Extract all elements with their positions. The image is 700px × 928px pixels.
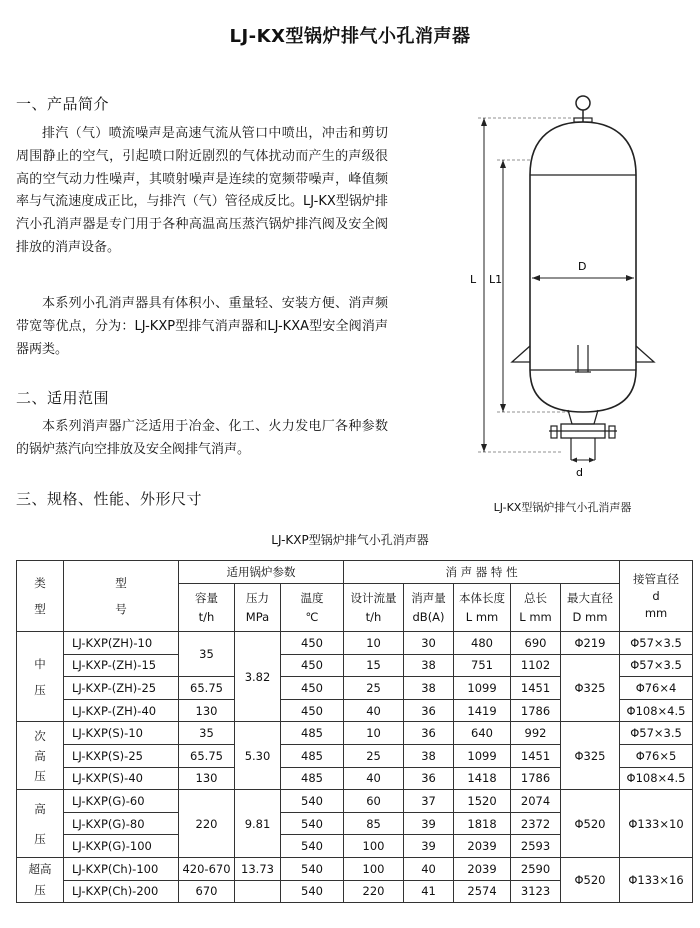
table-row (17, 722, 693, 745)
table-cell: 485 (281, 722, 344, 745)
table-cell: 1451 (511, 744, 561, 767)
label-L: L (470, 273, 477, 286)
table-cell: 2590 (511, 857, 561, 880)
header-pipe-diameter: 接管直径 d mm (620, 561, 693, 632)
table-cell: 1786 (511, 767, 561, 790)
table-cell: LJ-KXP(G)-60 (64, 790, 179, 813)
header-total-length: 总长 L mm (511, 584, 561, 632)
table-cell: Φ108×4.5 (620, 699, 693, 722)
table-cell: LJ-KXP(ZH)-10 (64, 632, 179, 655)
header-type: 类 型 (17, 561, 64, 632)
table-cell: 450 (281, 632, 344, 655)
table-cell: 751 (454, 654, 511, 677)
muffler-diagram (450, 90, 690, 490)
section-heading-specs: 三、规格、性能、外形尺寸 (16, 490, 203, 508)
table-cell: 38 (404, 677, 454, 700)
table-cell: Φ325 (561, 654, 620, 722)
table-cell: 1418 (454, 767, 511, 790)
header-flow: 设计流量 t/h (344, 584, 404, 632)
table-cell: 41 (404, 880, 454, 903)
table-cell (235, 880, 281, 903)
type-cell: 高 压 (17, 790, 64, 858)
table-cell: Φ520 (561, 790, 620, 858)
table-cell: 35 (179, 722, 235, 745)
diagram-caption: LJ-KX型锅炉排气小孔消声器 (493, 501, 632, 514)
table-cell: 30 (404, 632, 454, 655)
table-cell: LJ-KXP-(ZH)-15 (64, 654, 179, 677)
table-cell: 450 (281, 699, 344, 722)
label-D: D (578, 260, 587, 273)
table-cell: 992 (511, 722, 561, 745)
table-cell: 130 (179, 699, 235, 722)
table-cell: 15 (344, 654, 404, 677)
type-cell: 次 高 压 (17, 722, 64, 790)
table-row (17, 857, 693, 880)
table-cell: 485 (281, 744, 344, 767)
section-heading-scope: 二、适用范围 (16, 389, 110, 407)
table-cell: 60 (344, 790, 404, 813)
table-cell: 36 (404, 767, 454, 790)
table-cell: 670 (179, 880, 235, 903)
table-cell: 1099 (454, 744, 511, 767)
table-cell: 25 (344, 744, 404, 767)
table-cell: Φ76×4 (620, 677, 693, 700)
table-row (17, 632, 693, 655)
table-cell: 220 (179, 790, 235, 858)
intro-paragraph-1: 排汽（气）喷流噪声是高速气流从管口中喷出，冲击和剪切周围静止的空气，引起喷口附近剧烈的气体扰动而产生的声级很高的空气动力性噪声，其喷射噪声是连续的宽频带噪声，峰值频率与气流速度成正比，与排汽（气）管径成反比。LJ-KX型锅炉排汽小孔消声器是专门用于各种高温高压蒸汽锅炉排汽阀及安全阀排放的消声设备。 (16, 126, 388, 255)
header-capacity: 容量 t/h (179, 584, 235, 632)
table-cell: 2039 (454, 835, 511, 858)
table-cell: 10 (344, 632, 404, 655)
table-cell: 450 (281, 654, 344, 677)
table-cell: 485 (281, 767, 344, 790)
table-cell: 85 (344, 812, 404, 835)
table-cell: Φ219 (561, 632, 620, 655)
table-cell: 2039 (454, 857, 511, 880)
type-cell: 超高 压 (17, 857, 64, 902)
table-cell: 65.75 (179, 744, 235, 767)
table-cell: 540 (281, 880, 344, 903)
table-cell: 1786 (511, 699, 561, 722)
table-cell: 2372 (511, 812, 561, 835)
table-cell: LJ-KXP-(ZH)-25 (64, 677, 179, 700)
table-cell: 38 (404, 654, 454, 677)
table-cell: 540 (281, 790, 344, 813)
table-cell: LJ-KXP(Ch)-100 (64, 857, 179, 880)
section-heading-intro: 一、产品简介 (16, 95, 110, 113)
intro-paragraph-2: 本系列小孔消声器具有体积小、重量轻、安装方便、消声频带宽等优点，分为：LJ-KXP型排气消声器和LJ-KXA型安全阀消声器两类。 (16, 296, 388, 357)
table-cell: 540 (281, 857, 344, 880)
table-cell: Φ520 (561, 857, 620, 902)
header-model: 型 号 (64, 561, 179, 632)
table-cell: 39 (404, 835, 454, 858)
table-cell: 40 (344, 767, 404, 790)
table-cell: 5.30 (235, 722, 281, 790)
table-cell: 420-670 (179, 857, 235, 880)
table-cell: 2593 (511, 835, 561, 858)
table-cell: 40 (404, 857, 454, 880)
header-noise: 消声量 dB(A) (404, 584, 454, 632)
table-cell: 40 (344, 699, 404, 722)
table-cell: 540 (281, 835, 344, 858)
table-cell: 65.75 (179, 677, 235, 700)
header-muffler-specs: 消 声 器 特 性 (344, 561, 620, 584)
table-cell: 2074 (511, 790, 561, 813)
type-cell: 中 压 (17, 632, 64, 722)
table-cell: 640 (454, 722, 511, 745)
table-row (17, 654, 693, 677)
table-cell: Φ57×3.5 (620, 632, 693, 655)
table-cell: 36 (404, 722, 454, 745)
table-cell: 10 (344, 722, 404, 745)
table-cell: 1419 (454, 699, 511, 722)
table-cell: 3.82 (235, 632, 281, 722)
table-cell: Φ57×3.5 (620, 654, 693, 677)
header-pressure: 压力 MPa (235, 584, 281, 632)
table-cell: 35 (179, 632, 235, 677)
label-d: d (576, 466, 583, 479)
table-cell: 37 (404, 790, 454, 813)
header-temperature: 温度 ℃ (281, 584, 344, 632)
table-cell: 9.81 (235, 790, 281, 858)
table-cell: LJ-KXP-(ZH)-40 (64, 699, 179, 722)
table-cell: 450 (281, 677, 344, 700)
table-cell: 25 (344, 677, 404, 700)
table-cell: 130 (179, 767, 235, 790)
table-caption: LJ-KXP型锅炉排气小孔消声器 (271, 533, 429, 547)
header-body-length: 本体长度 L mm (454, 584, 511, 632)
table-cell: 3123 (511, 880, 561, 903)
table-cell: 1099 (454, 677, 511, 700)
scope-paragraph: 本系列消声器广泛适用于冶金、化工、火力发电厂各种参数的锅炉蒸汽向空排放及安全阀排气消声。 (16, 419, 388, 457)
table-cell: Φ133×10 (620, 790, 693, 858)
table-cell: LJ-KXP(G)-80 (64, 812, 179, 835)
table-cell: LJ-KXP(S)-10 (64, 722, 179, 745)
table-cell: Φ57×3.5 (620, 722, 693, 745)
table-cell: 690 (511, 632, 561, 655)
header-max-diameter: 最大直径 D mm (561, 584, 620, 632)
table-cell: 13.73 (235, 857, 281, 880)
table-cell: LJ-KXP(Ch)-200 (64, 880, 179, 903)
table-cell: Φ325 (561, 722, 620, 790)
table-cell: LJ-KXP(S)-25 (64, 744, 179, 767)
table-cell: 540 (281, 812, 344, 835)
table-cell: Φ133×16 (620, 857, 693, 902)
label-L1: L1 (489, 273, 503, 286)
table-cell: 100 (344, 857, 404, 880)
table-cell: 1818 (454, 812, 511, 835)
table-cell: 38 (404, 744, 454, 767)
table-cell: 36 (404, 699, 454, 722)
spec-table (16, 560, 693, 903)
table-cell: 1520 (454, 790, 511, 813)
table-cell: LJ-KXP(G)-100 (64, 835, 179, 858)
table-cell: 100 (344, 835, 404, 858)
table-row (17, 790, 693, 813)
table-cell: Φ76×5 (620, 744, 693, 767)
table-cell: 2574 (454, 880, 511, 903)
table-cell: 480 (454, 632, 511, 655)
table-cell: LJ-KXP(S)-40 (64, 767, 179, 790)
table-cell: 1102 (511, 654, 561, 677)
table-cell: Φ108×4.5 (620, 767, 693, 790)
table-cell: 1451 (511, 677, 561, 700)
page-title: LJ-KX型锅炉排气小孔消声器 (229, 26, 471, 47)
header-boiler-params: 适用锅炉参数 (179, 561, 344, 584)
table-cell: 39 (404, 812, 454, 835)
table-cell: 220 (344, 880, 404, 903)
